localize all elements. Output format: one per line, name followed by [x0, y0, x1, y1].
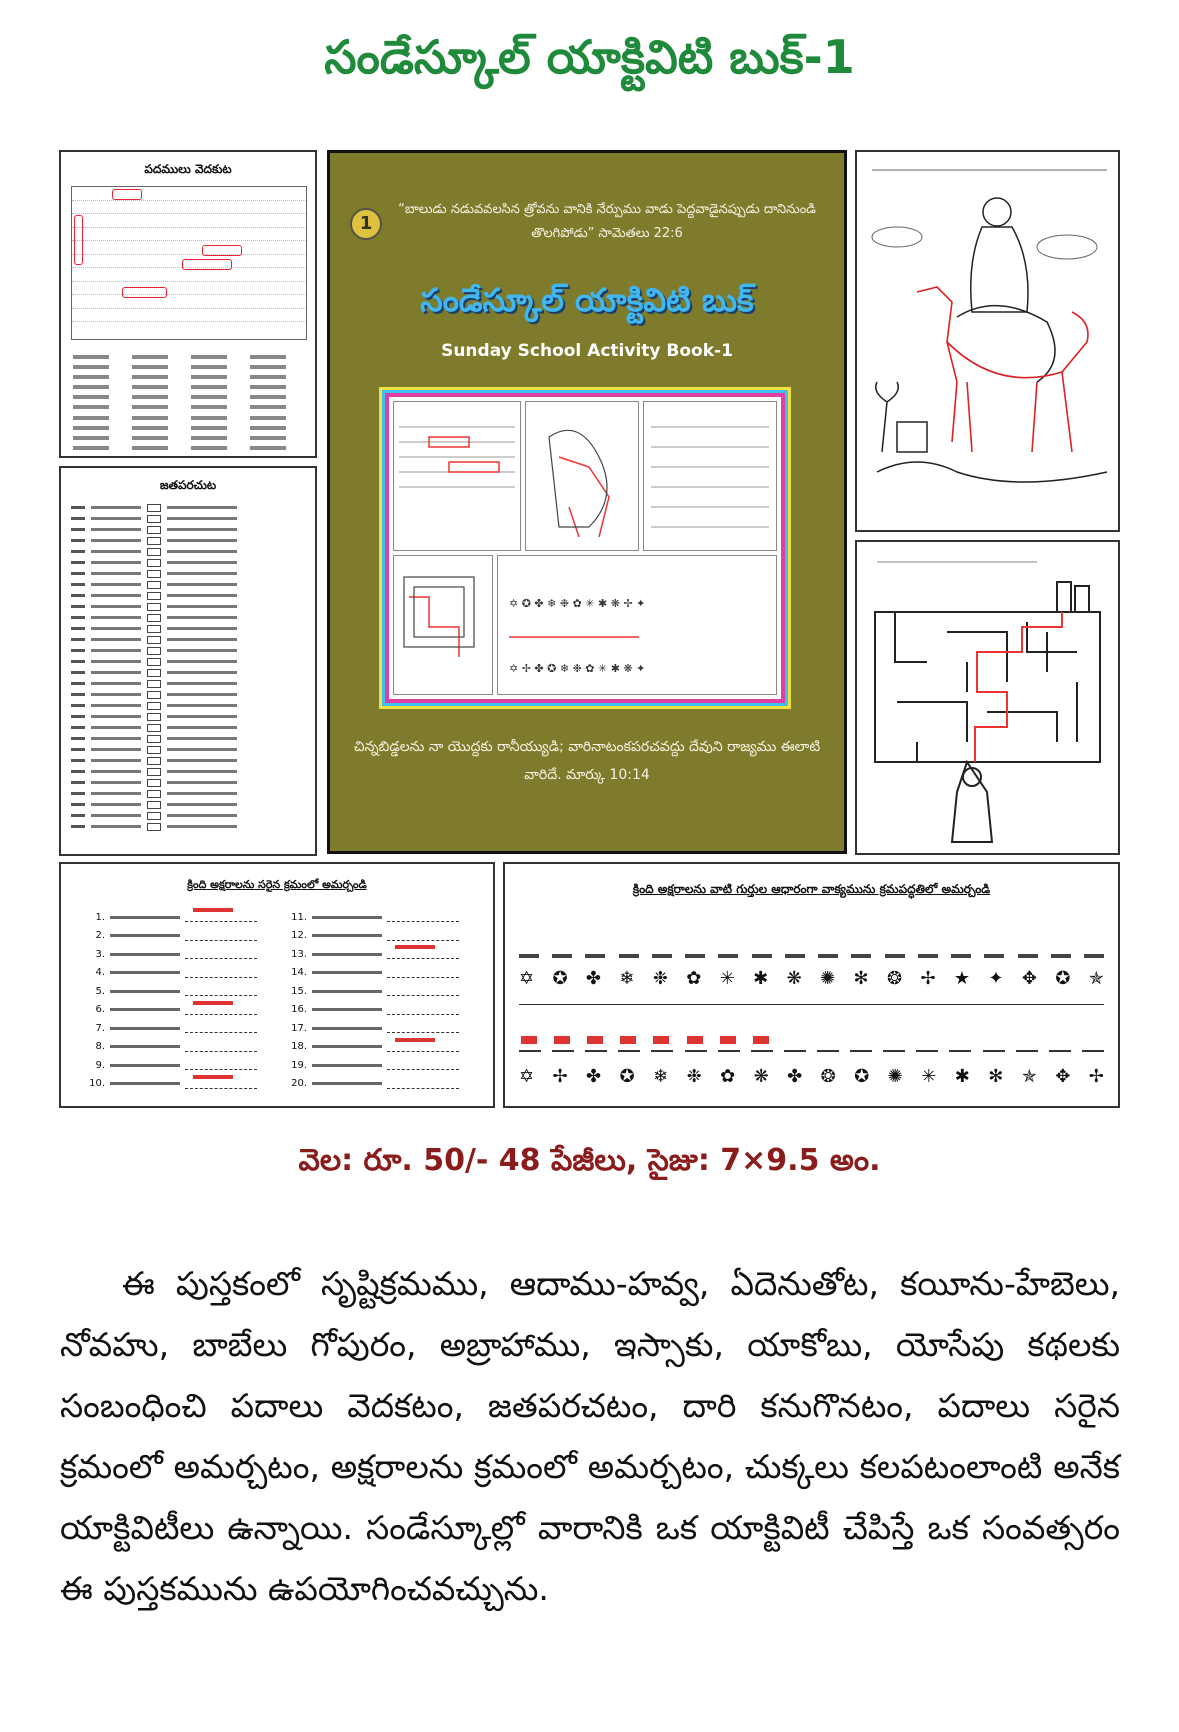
item-number: 10. [89, 1078, 105, 1090]
word-highlight [122, 287, 167, 298]
cipher-puzzle-symbols: ✡ ✢ ✤ ✪ ❄ ❉ ✿ ❋ ✤ ❂ ✪ ✺ ✳ ✱ ✻ ✯ ✥ ✢ [519, 1066, 1104, 1087]
cover-subtitle: Sunday School Activity Book-1 [441, 341, 733, 361]
cipher-letters [519, 944, 1104, 958]
word-highlight [74, 215, 83, 265]
item-number: 13. [291, 948, 307, 960]
item-number: 15. [291, 985, 307, 997]
svg-text:✡ ✢ ✤ ✪ ❄ ❉ ✿ ✳ ✱ ❋ ✦: ✡ ✢ ✤ ✪ ❄ ❉ ✿ ✳ ✱ ❋ ✦ [509, 662, 646, 675]
cipher-key-symbols: ✡ ✪ ✤ ❄ ❉ ✿ ✳ ✱ ❋ ✺ ✻ ❂ ✢ ★ ✦ ✥ ✪ ✯ [519, 968, 1104, 989]
camel-drawing [857, 152, 1120, 532]
word-order-heading: క్రింది అక్షరాలను సరైన క్రమంలో అమర్చండి [187, 878, 367, 891]
word-highlight [112, 189, 142, 200]
page-title: సండేస్కూల్ యాక్టివిటి బుక్-1 [324, 30, 855, 84]
dot-to-dot-preview [855, 150, 1120, 532]
item-number: 18. [291, 1041, 307, 1053]
word-highlight [182, 259, 232, 270]
price-info: వెల: రూ. 50/- 48 పేజీలు, సైజు: 7×9.5 అం. [298, 1143, 881, 1178]
item-number: 11. [291, 911, 307, 923]
item-number: 3. [95, 948, 105, 960]
item-number: 8. [95, 1041, 105, 1053]
item-number: 7. [95, 1022, 105, 1034]
word-search-grid [71, 186, 307, 340]
cover-quote: “బాలుడు నడువవలసిన త్రోవను వానికి నేర్పుము వాడు పెద్దవాడైనప్పుడు దానినుండి తొలగిపోడు” సామెతలు 22:6 [398, 202, 816, 241]
item-number: 9. [95, 1059, 105, 1071]
svg-text:✡ ✪ ✤ ❄ ❉ ✿ ✳ ✱ ❋ ✢ ✦: ✡ ✪ ✤ ❄ ❉ ✿ ✳ ✱ ❋ ✢ ✦ [509, 597, 646, 610]
cover-inner-collage [385, 393, 785, 703]
collage-art [389, 397, 789, 707]
item-number: 16. [291, 1004, 307, 1016]
item-number: 6. [95, 1004, 105, 1016]
matching-rows [71, 502, 305, 832]
matching-preview [59, 466, 317, 856]
word-order-preview [59, 862, 495, 1108]
word-highlight [202, 245, 242, 256]
symbol-cipher-preview [503, 862, 1120, 1108]
item-number: 12. [291, 930, 307, 942]
book-description: ఈ పుస్తకంలో సృష్టిక్రమము, ఆదాము-హవ్వ, ఏదెనుతోట, కయీను-హేబెలు, నోవహు, బాబేలు గోపురం, అబ్రాహాము, ఇస్సాకు, యాకోబు, యోసేపు కథలకు సంబంధించి పదాలు వెదకటం, జతపరచటం, దారి కనుగొనటం, పదాలు సరైన క్రమంలో అమర్చటం, అక్షరాలను క్రమంలో అమర్చటం, చుక్కలు కలపటంలాంటి అనేక యాక్టివిటీలు ఉన్నాయి. సండేస్కూల్లో వారానికి ఒక యాక్టివిటీ చేపిస్తే ఒక సంవత్సరం ఈ పుస్తకమును ఉపయోగించవచ్చును. [60, 1264, 1120, 1608]
word-search-heading: పదములు వెదకుట [144, 162, 232, 176]
answer-blanks [519, 1032, 1104, 1052]
word-order-list [85, 908, 479, 1093]
maze-drawing [857, 542, 1120, 855]
item-number: 2. [95, 930, 105, 942]
cover-badge: 1 [350, 208, 382, 240]
item-number: 4. [95, 967, 105, 979]
symbol-cipher-heading: క్రింది అక్షరాలను వాటి గుర్తుల ఆధారంగా వాక్యమును క్రమపద్ధతిలో అమర్చండి [632, 882, 991, 896]
word-list [73, 352, 309, 450]
item-number: 20. [291, 1078, 307, 1090]
item-number: 17. [291, 1022, 307, 1034]
cover-verse: చిన్నబిడ్డలను నా యొద్దకు రానీయ్యుడి; వారినాటంకపరచవద్దు దేవుని రాజ్యము ఈలాటి వారిదే. మార్కు 10:14 [353, 739, 821, 783]
book-cover [327, 150, 847, 854]
item-number: 19. [291, 1059, 307, 1071]
item-number: 5. [95, 985, 105, 997]
maze-preview [855, 540, 1120, 855]
item-number: 14. [291, 967, 307, 979]
item-number: 1. [95, 911, 105, 923]
matching-heading: జతపరచుట [159, 478, 217, 492]
cover-title: సండేస్కూల్ యాక్టివిటి బుక్ [420, 281, 754, 319]
word-search-preview [59, 150, 317, 458]
